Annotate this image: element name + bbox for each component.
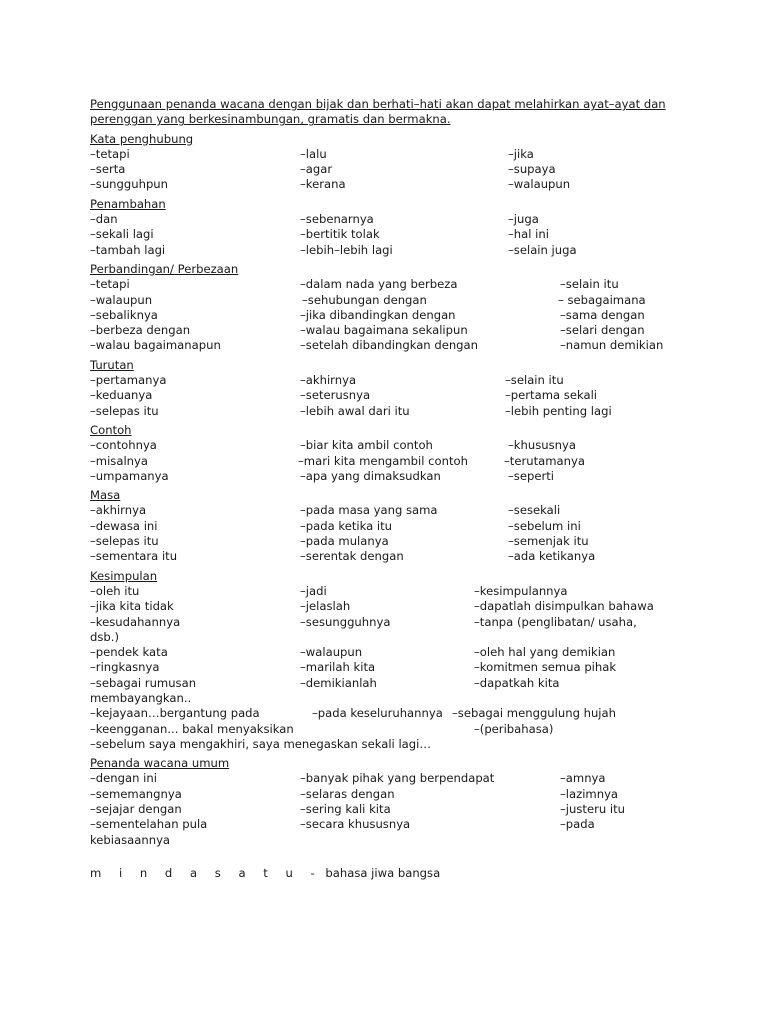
list-item: –lalu <box>300 146 327 161</box>
list-item: –sekali lagi <box>90 227 154 242</box>
list-item: –tanpa (penglibatan/ usaha, <box>474 614 637 629</box>
section-heading: Penanda wacana umum <box>90 756 230 771</box>
list-row <box>90 212 690 227</box>
list-item: –ada ketikanya <box>508 549 596 564</box>
list-row <box>90 691 690 706</box>
list-item: –jika <box>508 146 534 161</box>
list-item: –lazimnya <box>560 786 619 801</box>
list-item: –bertitik tolak <box>300 227 380 242</box>
list-row <box>90 802 690 817</box>
list-item: dsb.) <box>90 629 119 644</box>
list-item: –berbeza dengan <box>90 323 191 338</box>
list-item: –contohnya <box>90 438 157 453</box>
section-heading: Contoh <box>90 422 132 437</box>
list-row <box>90 534 690 549</box>
section-heading: Masa <box>90 488 121 503</box>
list-row <box>90 833 690 848</box>
list-item: –sebagai menggulung hujah <box>452 706 616 721</box>
section-heading: Turutan <box>90 357 134 372</box>
list-row <box>90 519 690 534</box>
list-item: –selepas itu <box>90 403 159 418</box>
list-item: –marilah kita <box>300 660 376 675</box>
list-item: –dewasa ini <box>90 518 158 533</box>
list-item: –pada keseluruhannya <box>312 706 443 721</box>
list-row <box>90 338 690 353</box>
list-item: –dan <box>90 212 118 227</box>
list-item: –keduanya <box>90 388 153 403</box>
list-item: –selepas itu <box>90 534 159 549</box>
list-item: –kesudahannya <box>90 614 181 629</box>
list-item: –sementelahan pula <box>90 817 208 832</box>
list-item: –hal ini <box>508 227 549 242</box>
list-row <box>90 549 690 564</box>
list-item: –pada <box>560 817 595 832</box>
list-item: –sesekali <box>508 503 561 518</box>
list-item: –jika dibandingkan dengan <box>300 307 456 322</box>
section-heading: Penambahan <box>90 196 166 211</box>
list-item: –walaupun <box>508 177 571 192</box>
list-item: –sebaliknya <box>90 307 158 322</box>
list-item: –namun demikian <box>560 338 664 353</box>
list-item: –akhirnya <box>90 503 147 518</box>
list-row <box>90 277 690 292</box>
list-item: –serta <box>90 162 126 177</box>
list-item: –sebagai rumusan <box>90 675 197 690</box>
list-row <box>90 737 690 752</box>
list-item: –jadi <box>300 583 327 598</box>
list-item: –misalnya <box>90 453 148 468</box>
list-item: –khususnya <box>508 438 576 453</box>
list-item: –keengganan... bakal menyaksikan <box>90 721 294 736</box>
list-row <box>90 503 690 518</box>
list-item: –tetapi <box>90 277 130 292</box>
list-row <box>90 469 690 484</box>
list-item: –selain itu <box>560 277 619 292</box>
list-item: –walau bagaimanapun <box>90 338 221 353</box>
list-item: –sesungguhnya <box>300 614 391 629</box>
section-heading: Kata penghubung <box>90 131 194 146</box>
list-row <box>90 676 690 691</box>
list-item: –pertamanya <box>90 373 167 388</box>
list-row <box>90 645 690 660</box>
list-row <box>90 787 690 802</box>
list-item: –pada masa yang sama <box>300 503 438 518</box>
list-item: –dapatlah disimpulkan bahawa <box>474 599 654 614</box>
list-row <box>90 438 690 453</box>
list-item: –selain juga <box>508 242 577 257</box>
list-item: –lebih awal dari itu <box>300 403 410 418</box>
list-item: –sememangnya <box>90 786 182 801</box>
list-item: –supaya <box>508 162 556 177</box>
list-item: membayangkan.. <box>90 690 192 705</box>
list-item: –dapatkah kita <box>474 675 560 690</box>
list-item: –dengan ini <box>90 771 157 786</box>
document-page <box>90 97 690 881</box>
list-row <box>90 177 690 192</box>
list-item: –terutamanya <box>504 453 585 468</box>
list-row <box>90 454 690 469</box>
list-item: –walaupun <box>300 645 363 660</box>
list-row <box>90 615 690 630</box>
list-item: –pertama sekali <box>505 388 598 403</box>
list-row <box>90 630 690 645</box>
list-item: –lebih penting lagi <box>505 403 612 418</box>
list-item: –pendek kata <box>90 645 168 660</box>
list-item: –lebih–lebih lagi <box>300 242 393 257</box>
list-item: –secara khususnya <box>300 817 411 832</box>
list-row <box>90 771 690 786</box>
list-row <box>90 404 690 419</box>
list-row <box>90 308 690 323</box>
list-row <box>90 584 690 599</box>
list-item: –tetapi <box>90 146 130 161</box>
list-item: –serentak dengan <box>300 549 404 564</box>
list-item: –apa yang dimaksudkan <box>300 468 441 483</box>
list-item: –sering kali kita <box>300 802 391 817</box>
list-item: –sebelum ini <box>508 518 581 533</box>
list-row <box>90 706 690 721</box>
list-item: –selain itu <box>505 373 564 388</box>
list-item: –oleh hal yang demikian <box>474 645 616 660</box>
list-item: –tambah lagi <box>90 242 166 257</box>
list-row <box>90 722 690 737</box>
list-item: – sebagaimana <box>558 292 646 307</box>
list-item: –demikianlah <box>300 675 377 690</box>
list-item: –amnya <box>560 771 606 786</box>
intro-paragraph: Penggunaan penanda wacana dengan bijak dan berhati–hati akan dapat melahirkan ayat–ayat dan perenggan yang berkesinambungan, gramatis dan bermakna. <box>90 97 666 127</box>
list-item: –sungguhpun <box>90 177 169 192</box>
list-item: –justeru itu <box>560 802 625 817</box>
list-item: –biar kita ambil contoh <box>300 438 433 453</box>
list-item: –selaras dengan <box>300 786 395 801</box>
list-item: –sebelum saya mengakhiri, saya menegaskan sekali lagi… <box>90 736 431 751</box>
list-row <box>90 227 690 242</box>
list-item: kebiasaannya <box>90 832 171 847</box>
list-item: –komitmen semua pihak <box>474 660 617 675</box>
list-row <box>90 243 690 258</box>
list-row <box>90 599 690 614</box>
list-item: –sementara itu <box>90 549 178 564</box>
list-item: –pada mulanya <box>300 534 389 549</box>
footer-brand: m i n d a s a t u - <box>90 865 322 880</box>
list-item: –selari dengan <box>560 323 645 338</box>
list-item: –setelah dibandingkan dengan <box>300 338 478 353</box>
section-heading: Perbandingan/ Perbezaan <box>90 261 239 276</box>
list-item: –pada ketika itu <box>300 518 393 533</box>
list-item: –agar <box>300 162 333 177</box>
list-item: –(peribahasa) <box>474 721 554 736</box>
list-row <box>90 162 690 177</box>
list-item: –oleh itu <box>90 583 140 598</box>
footer-tagline: bahasa jiwa bangsa <box>325 865 441 880</box>
list-row <box>90 660 690 675</box>
list-item: –kejayaan…bergantung pada <box>90 706 260 721</box>
sections-container <box>90 132 690 848</box>
list-row <box>90 147 690 162</box>
list-item: –walau bagaimana sekalipun <box>300 323 468 338</box>
list-row <box>90 817 690 832</box>
list-item: –dalam nada yang berbeza <box>300 277 458 292</box>
list-item: –umpamanya <box>90 468 169 483</box>
list-row <box>90 373 690 388</box>
footer-signature <box>90 866 690 881</box>
list-item: –jelaslah <box>300 599 351 614</box>
list-item: –kesimpulannya <box>474 583 568 598</box>
list-item: –seterusnya <box>300 388 371 403</box>
list-item: –banyak pihak yang berpendapat <box>300 771 495 786</box>
list-item: –semenjak itu <box>508 534 589 549</box>
section-heading: Kesimpulan <box>90 568 158 583</box>
list-item: –seperti <box>508 468 554 483</box>
list-row <box>90 388 690 403</box>
list-item: –ringkasnya <box>90 660 160 675</box>
list-row <box>90 293 690 308</box>
list-item: –mari kita mengambil contoh <box>298 453 468 468</box>
list-item: –sama dengan <box>560 307 645 322</box>
list-item: –kerana <box>300 177 346 192</box>
list-item: –juga <box>508 212 539 227</box>
list-item: –sejajar dengan <box>90 802 182 817</box>
list-item: –akhirnya <box>300 373 357 388</box>
list-item: –sehubungan dengan <box>302 292 427 307</box>
list-item: –walaupun <box>90 292 153 307</box>
list-row <box>90 323 690 338</box>
list-item: –jika kita tidak <box>90 599 174 614</box>
list-item: –sebenarnya <box>300 212 374 227</box>
